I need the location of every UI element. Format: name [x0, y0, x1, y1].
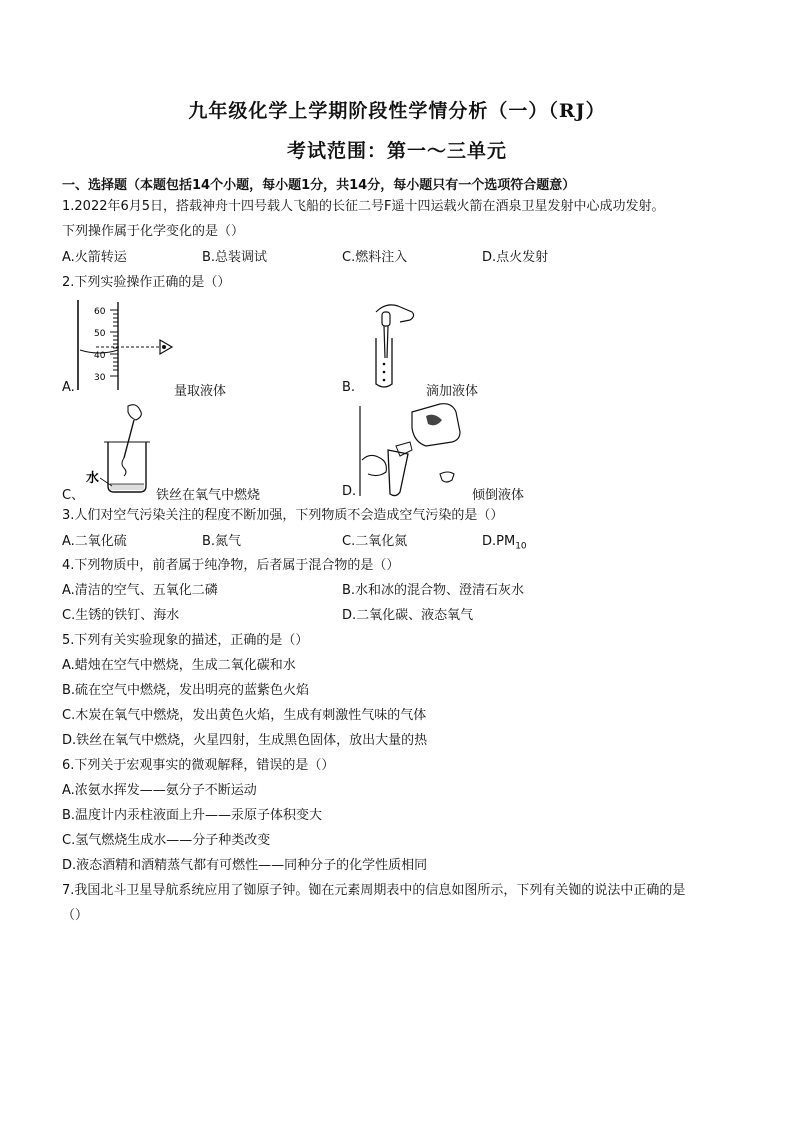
section-heading: 一、选择题（本题包括14个小题，每小题1分，共14分，每小题只有一个选项符合题意）: [62, 178, 576, 193]
cylinder-mark-50: 50: [94, 329, 106, 339]
q3-stem: 3.人们对空气污染关注的程度不断加强，下列物质不会造成空气污染的是（）: [62, 508, 504, 523]
q4-stem: 4.下列物质中，前者属于纯净物，后者属于混合物的是（）: [62, 558, 400, 573]
q2-caption-a: 量取液体: [174, 384, 227, 399]
q2-label-a: A.: [62, 380, 75, 395]
q3-option-b: B.氮气: [202, 534, 242, 549]
bottle-stopper-icon: [440, 472, 454, 482]
q7-stem-line2: （）: [62, 908, 89, 923]
measuring-cylinder-figure: [76, 300, 186, 392]
q3-option-c: C.二氧化氮: [342, 534, 408, 549]
q5-stem: 5.下列有关实验现象的描述，正确的是（）: [62, 633, 309, 648]
q6-option-c: C.氢气燃烧生成水——分子种类改变: [62, 833, 271, 848]
q7-stem-line1: 7.我国北斗卫星导航系统应用了铷原子钟。铷在元素周期表中的信息如图所示，下列有关铷的说法中正确的是: [62, 883, 686, 898]
q3-option-a: A.二氧化硫: [62, 534, 127, 549]
q4-option-b: B.水和冰的混合物、澄清石灰水: [342, 583, 525, 598]
dropper-figure: [368, 300, 428, 392]
q2-caption-d: 倾倒液体: [472, 488, 525, 503]
cylinder-mark-40: 40: [94, 351, 106, 361]
page-title: 九年级化学上学期阶段性学情分析（一）（RJ）: [188, 100, 606, 122]
iron-wire-figure: [78, 402, 168, 496]
hand-icon: [128, 405, 141, 420]
q2-label-d: D.: [342, 484, 357, 499]
q1-stem-line2: 下列操作属于化学变化的是（）: [62, 224, 245, 239]
q4-option-a: A.清洁的空气、五氧化二磷: [62, 583, 218, 598]
q1-option-d: D.点火发射: [482, 250, 549, 265]
q6-stem: 6.下列关于宏观事实的微观解释，错误的是（）: [62, 758, 335, 773]
q4-option-c: C.生锈的铁钉、海水: [62, 608, 180, 623]
pouring-liquid-figure: [356, 402, 466, 498]
water-label: 水: [86, 471, 100, 486]
pm-subscript: 10: [515, 541, 527, 552]
cylinder-mark-60: 60: [94, 307, 106, 317]
q1-option-c: C.燃料注入: [342, 250, 408, 265]
q5-option-c: C.木炭在氧气中燃烧，发出黄色火焰，生成有刺激性气味的气体: [62, 708, 427, 723]
test-tube-icon: [388, 450, 408, 496]
hand-icon: [362, 455, 386, 475]
q4-option-d: D.二氧化碳、液态氧气: [342, 608, 474, 623]
q5-option-b: B.硫在空气中燃烧，发出明亮的蓝紫色火焰: [62, 683, 310, 698]
q1-option-a: A.火箭转运: [62, 250, 127, 265]
q6-option-d: D.液态酒精和酒精蒸气都有可燃性——同种分子的化学性质相同: [62, 858, 428, 873]
q5-option-a: A.蜡烛在空气中燃烧，生成二氧化碳和水: [62, 658, 296, 673]
q2-label-c: C、: [62, 488, 85, 503]
q3-option-d: $D.PM_{10}$: [482, 534, 527, 552]
q5-option-d: D.铁丝在氧气中燃烧，火星四射，生成黑色固体，放出大量的热: [62, 733, 428, 748]
q2-caption-b: 滴加液体: [426, 384, 479, 399]
q1-option-b: B.总装调试: [202, 250, 268, 265]
q1-stem-line1: 1.2022年6月5日，搭载神舟十四号载人飞船的长征二号F遥十四运载火箭在酒泉卫星发射中心成功发射。: [62, 199, 665, 214]
q6-option-a: A.浓氨水挥发——氨分子不断运动: [62, 783, 257, 798]
page-subtitle: 考试范围：第一～三单元: [286, 140, 507, 162]
q6-option-b: B.温度计内汞柱液面上升——汞原子体积变大: [62, 808, 323, 823]
q2-stem: 2.下列实验操作正确的是（）: [62, 275, 231, 290]
q2-label-b: B.: [342, 380, 356, 395]
cylinder-mark-30: 30: [94, 373, 106, 383]
q2-caption-c: 铁丝在氧气中燃烧: [156, 488, 261, 503]
